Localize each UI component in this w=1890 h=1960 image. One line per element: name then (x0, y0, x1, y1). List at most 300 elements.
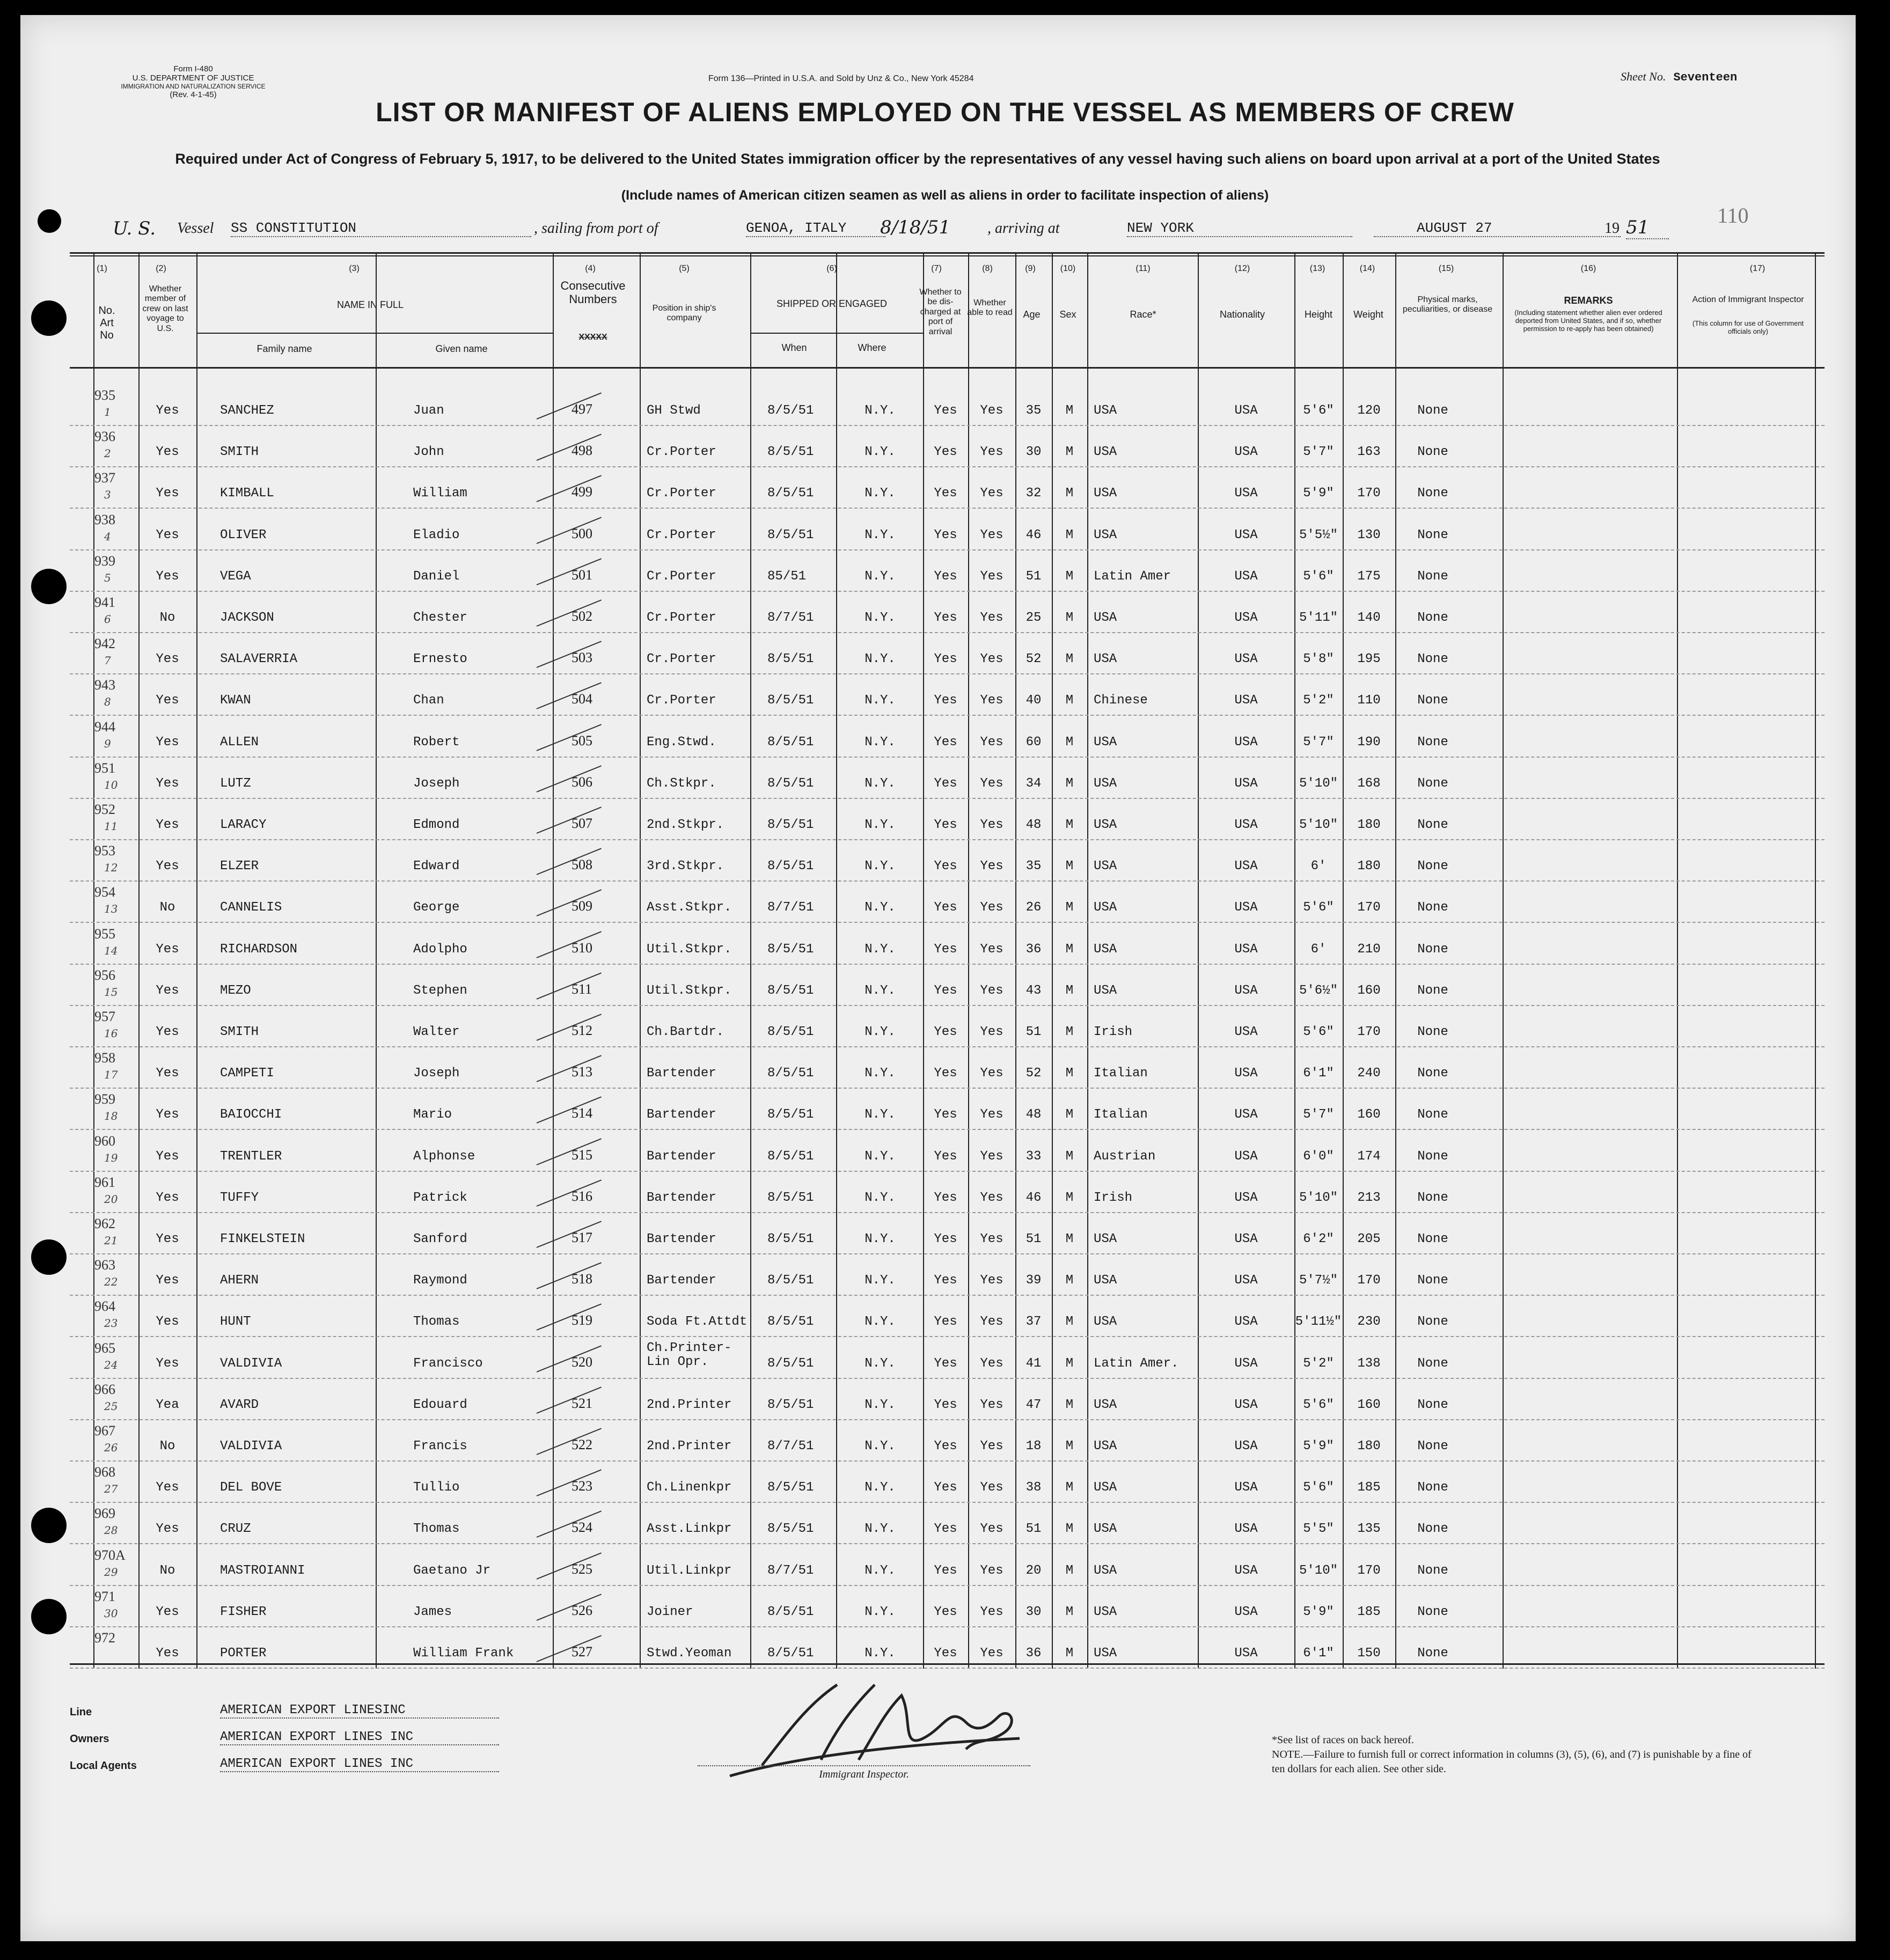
cell-prev: Yes (156, 776, 179, 791)
cell-nationality: USA (1234, 611, 1258, 625)
art-number: 969 (94, 1506, 115, 1522)
consecutive-number: 527 (572, 1644, 592, 1660)
cell-family: HUNT (220, 1315, 251, 1330)
cell-read: Yes (980, 983, 1003, 998)
cell-sex: M (1065, 776, 1074, 791)
cell-where: N.Y. (865, 1356, 896, 1371)
cell-race: Chinese (1094, 693, 1148, 708)
line-value: AMERICAN EXPORT LINESINC (220, 1703, 499, 1719)
row-index: 16 (104, 1027, 118, 1040)
cell-when: 8/5/51 (767, 1604, 814, 1619)
cell-where: N.Y. (865, 1604, 896, 1619)
cell-prev: Yes (156, 735, 179, 750)
cell-given: Stephen (413, 983, 467, 998)
cell-weight: 170 (1357, 900, 1381, 915)
cell-read: Yes (980, 1149, 1003, 1164)
row-rule (70, 591, 1825, 592)
cell-weight: 140 (1357, 611, 1381, 625)
cell-when: 8/5/51 (767, 652, 814, 667)
cell-family: MASTROIANNI (220, 1563, 305, 1578)
cell-nationality: USA (1234, 652, 1258, 667)
cell-race: Latin Amer (1094, 569, 1171, 584)
cell-race: USA (1094, 735, 1117, 750)
row-rule (70, 715, 1825, 716)
cell-race: USA (1094, 527, 1117, 542)
cell-age: 48 (1025, 1107, 1042, 1122)
cell-discharge: Yes (934, 1232, 957, 1246)
cell-discharge: Yes (934, 1025, 957, 1039)
cell-age: 18 (1025, 1439, 1042, 1454)
cell-family: ALLEN (220, 735, 259, 750)
cell-age: 32 (1025, 486, 1042, 501)
row-rule (70, 798, 1825, 799)
column-rule (1815, 252, 1816, 1669)
cell-race: USA (1094, 1273, 1117, 1288)
cell-prev: Yes (156, 1232, 179, 1246)
row-rule (70, 508, 1825, 509)
year-prefix: 19 (1605, 220, 1620, 237)
us-prefix: U. S. (113, 218, 156, 239)
cell-sex: M (1065, 1025, 1074, 1039)
cell-discharge: Yes (934, 1149, 957, 1164)
cell-position: Cr.Porter (647, 693, 716, 708)
cell-age: 26 (1025, 900, 1042, 915)
arriving-label: , arriving at (987, 220, 1060, 237)
table-bottom-rule (70, 1663, 1825, 1665)
col-17-num: (17) (1749, 264, 1766, 273)
cell-nationality: USA (1234, 1025, 1258, 1039)
column-rule (640, 252, 641, 1669)
cell-discharge: Yes (934, 403, 957, 418)
cell-sex: M (1065, 1107, 1074, 1122)
row-index: 13 (104, 902, 118, 916)
cell-race: USA (1094, 1397, 1117, 1412)
col-2-header: Whether member of crew on last voyage to U.S. (142, 284, 188, 333)
consecutive-number: 513 (572, 1064, 592, 1080)
cell-given: Edmond (413, 818, 460, 832)
cell-given: Juan (413, 403, 444, 418)
consecutive-number: 499 (572, 484, 592, 500)
art-number: 958 (94, 1050, 115, 1066)
cell-when: 8/5/51 (767, 486, 814, 501)
cell-race: USA (1094, 776, 1117, 791)
column-rule (553, 252, 554, 1669)
cell-marks: None (1417, 942, 1448, 957)
cell-age: 33 (1025, 1149, 1042, 1164)
agents-value: AMERICAN EXPORT LINES INC (220, 1757, 499, 1772)
cell-marks: None (1417, 735, 1448, 750)
cell-weight: 190 (1357, 735, 1381, 750)
vessel-name: SS CONSTITUTION (231, 220, 531, 237)
cell-age: 30 (1025, 1604, 1042, 1619)
col-1-label: No. (98, 305, 115, 317)
cell-age: 37 (1025, 1315, 1042, 1330)
cell-when: 8/7/51 (767, 1439, 814, 1454)
cell-sex: M (1065, 942, 1074, 957)
cell-prev: No (159, 900, 175, 915)
cell-position: Bartender (647, 1273, 716, 1288)
cell-position: Soda Ft.Attdt (647, 1315, 748, 1330)
cell-sex: M (1065, 693, 1074, 708)
row-index: 7 (104, 654, 111, 667)
cell-discharge: Yes (934, 652, 957, 667)
cell-prev: Yes (156, 1315, 179, 1330)
cell-where: N.Y. (865, 1480, 896, 1495)
cell-when: 85/51 (767, 569, 807, 584)
row-rule (70, 1171, 1825, 1172)
cell-nationality: USA (1234, 1107, 1258, 1122)
cell-read: Yes (980, 1356, 1003, 1371)
cell-marks: None (1417, 776, 1448, 791)
row-index: 1 (104, 406, 111, 419)
cell-given: Chan (413, 693, 444, 708)
column-rule (968, 252, 969, 1669)
arrival-port: NEW YORK (1127, 220, 1352, 237)
column-rule (923, 252, 924, 1669)
cell-prev: No (159, 1439, 175, 1454)
cell-height: 5'7" (1303, 1107, 1334, 1122)
cell-age: 52 (1025, 652, 1042, 667)
page-title: LIST OR MANIFEST OF ALIENS EMPLOYED ON THE VESSEL AS MEMBERS OF CREW (376, 97, 1514, 127)
cell-height: 5'6" (1303, 1025, 1334, 1039)
cell-weight: 185 (1357, 1480, 1381, 1495)
consecutive-number: 498 (572, 443, 592, 459)
column-rule (196, 252, 197, 1669)
cell-weight: 180 (1357, 818, 1381, 832)
cell-given: Gaetano Jr (413, 1563, 491, 1578)
cell-when: 8/7/51 (767, 900, 814, 915)
cell-read: Yes (980, 942, 1003, 957)
cell-race: USA (1094, 859, 1117, 874)
cell-where: N.Y. (865, 1315, 896, 1330)
cell-read: Yes (980, 693, 1003, 708)
cell-age: 52 (1025, 1066, 1042, 1081)
cell-marks: None (1417, 445, 1448, 460)
cell-when: 8/5/51 (767, 1232, 814, 1246)
cell-height: 5'6" (1303, 1397, 1334, 1412)
cell-prev: Yes (156, 1480, 179, 1495)
cell-age: 51 (1025, 569, 1042, 584)
cell-read: Yes (980, 1480, 1003, 1495)
row-index: 17 (104, 1068, 118, 1082)
row-index: 10 (104, 778, 118, 791)
cell-height: 5'5" (1303, 1522, 1334, 1537)
cell-read: Yes (980, 1646, 1003, 1661)
departure-port: GENOA, ITALY (746, 220, 885, 237)
cell-position: Bartender (647, 1066, 716, 1081)
cell-when: 8/5/51 (767, 942, 814, 957)
cell-given: Thomas (413, 1315, 460, 1330)
row-rule (70, 757, 1825, 758)
cell-race: USA (1094, 1563, 1117, 1578)
cell-discharge: Yes (934, 1397, 957, 1412)
cell-marks: None (1417, 1315, 1448, 1330)
cell-height: 6'2" (1303, 1232, 1334, 1246)
cell-where: N.Y. (865, 652, 896, 667)
cell-sex: M (1065, 1439, 1074, 1454)
consecutive-number: 514 (572, 1105, 592, 1121)
cell-marks: None (1417, 693, 1448, 708)
consecutive-number: 504 (572, 691, 592, 707)
cell-age: 30 (1025, 445, 1042, 460)
col-6-header: SHIPPED OR ENGAGED (776, 298, 888, 309)
cell-family: VALDIVIA (220, 1439, 282, 1454)
cell-height: 5'10" (1299, 776, 1338, 791)
cell-nationality: USA (1234, 1149, 1258, 1164)
col-9-num: (9) (1025, 264, 1036, 273)
art-number: 936 (94, 429, 115, 445)
cell-age: 46 (1025, 1190, 1042, 1205)
cell-age: 51 (1025, 1232, 1042, 1246)
column-rule (93, 252, 94, 1669)
cell-read: Yes (980, 900, 1003, 915)
year-value: 51 (1626, 217, 1669, 239)
cell-race: USA (1094, 1232, 1117, 1246)
cell-nationality: USA (1234, 1522, 1258, 1537)
cell-when: 8/5/51 (767, 1646, 814, 1661)
cell-given: Raymond (413, 1273, 467, 1288)
cell-position: Cr.Porter (647, 652, 716, 667)
cell-position: Joiner (647, 1604, 693, 1619)
cell-where: N.Y. (865, 818, 896, 832)
cell-sex: M (1065, 1066, 1074, 1081)
cell-position: Util.Stkpr. (647, 983, 732, 998)
cell-marks: None (1417, 403, 1448, 418)
cell-family: FISHER (220, 1604, 267, 1619)
cell-race: USA (1094, 983, 1117, 998)
consecutive-number: 521 (572, 1395, 592, 1411)
cell-weight: 210 (1357, 942, 1381, 957)
col-16-num: (16) (1580, 264, 1596, 273)
crew-table (70, 252, 1825, 1669)
cell-position: Bartender (647, 1149, 716, 1164)
row-index: 25 (104, 1399, 118, 1413)
row-rule (70, 1046, 1825, 1047)
consecutive-number: 522 (572, 1437, 592, 1452)
art-number: 952 (94, 802, 115, 817)
cell-nationality: USA (1234, 942, 1258, 957)
cell-height: 5'5½" (1299, 527, 1338, 542)
col-1-sub: Art No (100, 317, 114, 341)
cell-read: Yes (980, 1107, 1003, 1122)
cell-marks: None (1417, 1480, 1448, 1495)
cell-height: 6'1" (1303, 1646, 1334, 1661)
row-rule (70, 1212, 1825, 1213)
col-17-sub: (This column for use of Government officials only) (1692, 319, 1804, 335)
cell-read: Yes (980, 1025, 1003, 1039)
sheet-value: Seventeen (1673, 71, 1738, 84)
cell-given: Mario (413, 1107, 452, 1122)
penalty-note: NOTE.—Failure to furnish full or correct information in columns (3), (5), (6), and (7) is punishable by a fine of ten dollars for each alien. See other side. (1272, 1749, 1752, 1775)
cell-where: N.Y. (865, 1190, 896, 1205)
cell-marks: None (1417, 1190, 1448, 1205)
consecutive-number: 506 (572, 774, 592, 790)
cell-sex: M (1065, 569, 1074, 584)
row-index: 19 (104, 1151, 118, 1164)
cell-weight: 170 (1357, 1025, 1381, 1039)
cell-height: 5'9" (1303, 1439, 1334, 1454)
row-rule (70, 1005, 1825, 1006)
cell-weight: 135 (1357, 1522, 1381, 1537)
cell-read: Yes (980, 1522, 1003, 1537)
cell-race: USA (1094, 486, 1117, 501)
cell-sex: M (1065, 445, 1074, 460)
col-14-header: Weight (1353, 309, 1383, 320)
cell-given: William Frank (413, 1646, 514, 1661)
cell-where: N.Y. (865, 569, 896, 584)
cell-when: 8/5/51 (767, 1066, 814, 1081)
col-4-sub: XXXXX (578, 333, 607, 342)
cell-age: 39 (1025, 1273, 1042, 1288)
cell-nationality: USA (1234, 445, 1258, 460)
col-11-num: (11) (1136, 264, 1151, 273)
row-index: 23 (104, 1317, 118, 1330)
cell-race: USA (1094, 1439, 1117, 1454)
cell-family: AHERN (220, 1273, 259, 1288)
consecutive-number: 512 (572, 1023, 592, 1038)
sheet-label: Sheet No. (1621, 70, 1666, 83)
cell-height: 5'6" (1303, 569, 1334, 584)
cell-race: USA (1094, 1604, 1117, 1619)
art-number: 954 (94, 884, 115, 900)
consecutive-number: 511 (572, 981, 592, 997)
row-rule (70, 632, 1825, 633)
cell-sex: M (1065, 486, 1074, 501)
cell-discharge: Yes (934, 1356, 957, 1371)
cell-discharge: Yes (934, 859, 957, 874)
col-6-num: (6) (826, 264, 837, 273)
cell-height: 5'8" (1303, 652, 1334, 667)
cell-position: Asst.Stkpr. (647, 900, 732, 915)
cell-discharge: Yes (934, 569, 957, 584)
cell-discharge: Yes (934, 1480, 957, 1495)
cell-position: Cr.Porter (647, 486, 716, 501)
column-rule (1343, 252, 1344, 1669)
art-number: 967 (94, 1423, 115, 1438)
row-index: 9 (104, 737, 111, 750)
consecutive-number: 525 (572, 1561, 592, 1577)
cell-given: John (413, 445, 444, 460)
art-number: 964 (94, 1298, 115, 1315)
cell-discharge: Yes (934, 486, 957, 501)
cell-nationality: USA (1234, 693, 1258, 708)
column-rule (1294, 252, 1295, 1669)
cell-age: 46 (1025, 527, 1042, 542)
cell-race: USA (1094, 1646, 1117, 1661)
cell-race: Latin Amer. (1094, 1356, 1179, 1371)
cell-where: N.Y. (865, 1563, 896, 1578)
cell-sex: M (1065, 900, 1074, 915)
cell-height: 6' (1310, 859, 1327, 874)
cell-weight: 168 (1357, 776, 1381, 791)
cell-race: Italian (1094, 1107, 1148, 1122)
cell-height: 5'11" (1299, 611, 1338, 625)
cell-discharge: Yes (934, 1190, 957, 1205)
cell-race: Irish (1094, 1025, 1133, 1039)
cell-where: N.Y. (865, 403, 896, 418)
row-index: 29 (104, 1565, 118, 1579)
cell-family: CAMPETI (220, 1066, 274, 1081)
row-index: 24 (104, 1358, 118, 1371)
cell-weight: 170 (1357, 486, 1381, 501)
owners-value: AMERICAN EXPORT LINES INC (220, 1730, 499, 1745)
col-12-num: (12) (1234, 264, 1250, 273)
cell-discharge: Yes (934, 693, 957, 708)
cell-nationality: USA (1234, 818, 1258, 832)
cell-weight: 120 (1357, 403, 1381, 418)
cell-discharge: Yes (934, 445, 957, 460)
cell-height: 5'6" (1303, 403, 1334, 418)
cell-age: 38 (1025, 1480, 1042, 1495)
cell-prev: Yes (156, 445, 179, 460)
cell-age: 43 (1025, 983, 1042, 998)
column-rule (1503, 252, 1504, 1669)
cell-height: 5'6" (1303, 900, 1334, 915)
col-16-sub: (Including statement whether alien ever ordered deported from United States, and if so, whether permission to re-apply has been obtained) (1514, 309, 1662, 333)
cell-family: DEL BOVE (220, 1480, 282, 1495)
cell-race: USA (1094, 403, 1117, 418)
cell-sex: M (1065, 1149, 1074, 1164)
row-rule (70, 1295, 1825, 1296)
cell-nationality: USA (1234, 900, 1258, 915)
row-rule (70, 880, 1825, 882)
cell-weight: 240 (1357, 1066, 1381, 1081)
cell-when: 8/5/51 (767, 1315, 814, 1330)
cell-sex: M (1065, 1480, 1074, 1495)
cell-where: N.Y. (865, 1107, 896, 1122)
cell-weight: 180 (1357, 1439, 1381, 1454)
cell-weight: 180 (1357, 859, 1381, 874)
cell-position: Ch.Linenkpr (647, 1480, 732, 1495)
art-number: 960 (94, 1133, 115, 1149)
cell-marks: None (1417, 611, 1448, 625)
art-number: 957 (94, 1009, 115, 1024)
cell-weight: 163 (1357, 445, 1381, 460)
col-4-num: (4) (585, 264, 596, 273)
footer-notes (1272, 1733, 1755, 1777)
cell-read: Yes (980, 1232, 1003, 1246)
row-index: 12 (104, 861, 118, 875)
cell-read: Yes (980, 403, 1003, 418)
cell-prev: Yes (156, 403, 179, 418)
printer-line: Form 136—Printed in U.S.A. and Sold by Unz & Co., New York 45284 (708, 74, 974, 83)
punch-hole (31, 1239, 67, 1275)
consecutive-number: 519 (572, 1312, 592, 1328)
cell-position: 2nd.Printer (647, 1397, 732, 1412)
cell-sex: M (1065, 818, 1074, 832)
inspector-label: Immigrant Inspector. (698, 1765, 1030, 1781)
cell-weight: 170 (1357, 1563, 1381, 1578)
cell-given: Eladio (413, 527, 460, 542)
cell-prev: Yes (156, 527, 179, 542)
cell-where: N.Y. (865, 445, 896, 460)
cell-position: Cr.Porter (647, 611, 716, 625)
cell-given: Joseph (413, 776, 460, 791)
cell-where: N.Y. (865, 1066, 896, 1081)
cell-given: Daniel (413, 569, 460, 584)
cell-height: 6'0" (1303, 1149, 1334, 1164)
cell-read: Yes (980, 1397, 1003, 1412)
cell-given: William (413, 486, 467, 501)
cell-sex: M (1065, 1190, 1074, 1205)
cell-discharge: Yes (934, 1315, 957, 1330)
row-index: 14 (104, 944, 118, 957)
cell-when: 8/7/51 (767, 611, 814, 625)
cell-nationality: USA (1234, 1356, 1258, 1371)
cell-weight: 150 (1357, 1646, 1381, 1661)
cell-where: N.Y. (865, 735, 896, 750)
cell-age: 60 (1025, 735, 1042, 750)
